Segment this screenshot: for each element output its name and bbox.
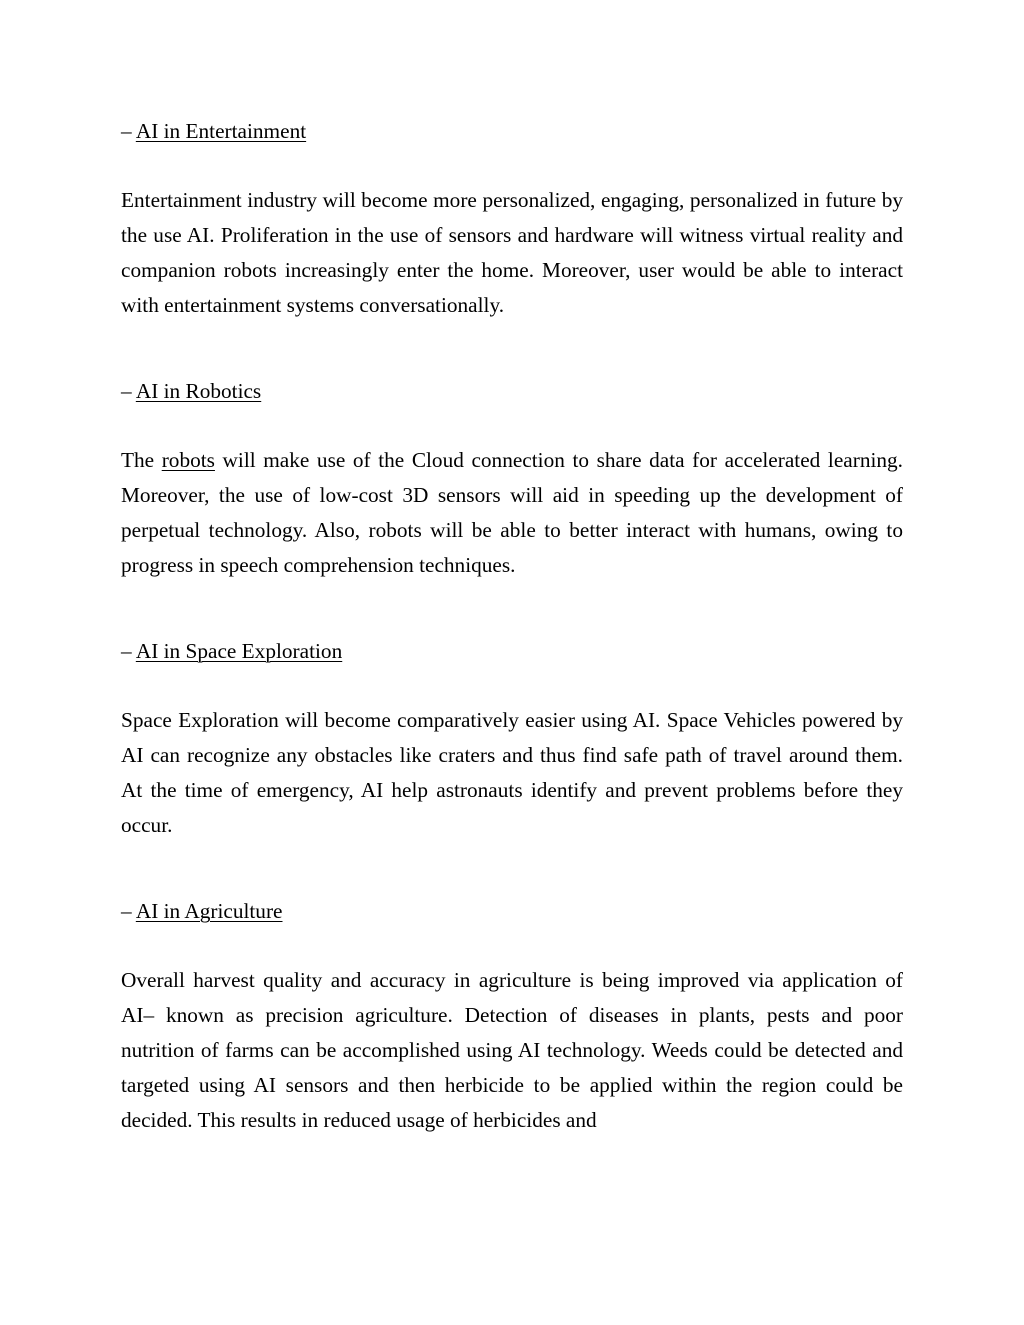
heading-title-entertainment[interactable]: AI in Entertainment [135,119,307,143]
section-heading-agriculture [121,894,903,929]
heading-dash: – [121,639,132,663]
section-heading-robotics [121,374,903,409]
heading-dash: – [121,379,132,403]
paragraph-text: will make use of the Cloud connection to share data for accelerated learning. Moreover, the use of low-cost 3D sensors will aid in speeding up the development of perpetual technology. Also, robots will be able to better interact with humans, owing to progress in speech comprehension techniques. [121,448,904,577]
heading-title-agriculture[interactable]: AI in Agriculture [135,899,283,923]
document-page [121,114,903,1189]
paragraph-text: The [121,448,162,472]
robots-link[interactable]: robots [161,448,215,472]
paragraph-entertainment: Entertainment industry will become more personalized, engaging, personalized in future by the use AI. Proliferation in the use of sensors and hardware will witness virtual reality and companion robots increasingly enter the home. Moreover, user would be able to interact with entertainment systems conversationally. [121,188,903,317]
heading-title-robotics[interactable]: AI in Robotics [135,379,262,403]
heading-title-space-exploration[interactable]: AI in Space Exploration [135,639,343,663]
paragraph-robotics [121,443,903,583]
section-heading-space-exploration [121,634,903,669]
heading-dash: – [121,899,132,923]
paragraph-space-exploration: Space Exploration will become comparatively easier using AI. Space Vehicles powered by AI can recognize any obstacles like craters and thus find safe path of travel around them. At the time of emergency, AI help astronauts identify and prevent problems before they occur. [121,708,903,837]
heading-dash: – [121,119,132,143]
paragraph-agriculture: Overall harvest quality and accuracy in agriculture is being improved via application of AI– known as precision agriculture. Detection of diseases in plants, pests and poor nutrition of farms can be accomplished using AI technology. Weeds could be detected and targeted using AI sensors and then herbicide to be applied within the region could be decided. This results in reduced usage of herbicides and [121,968,903,1132]
section-heading-entertainment [121,114,903,149]
